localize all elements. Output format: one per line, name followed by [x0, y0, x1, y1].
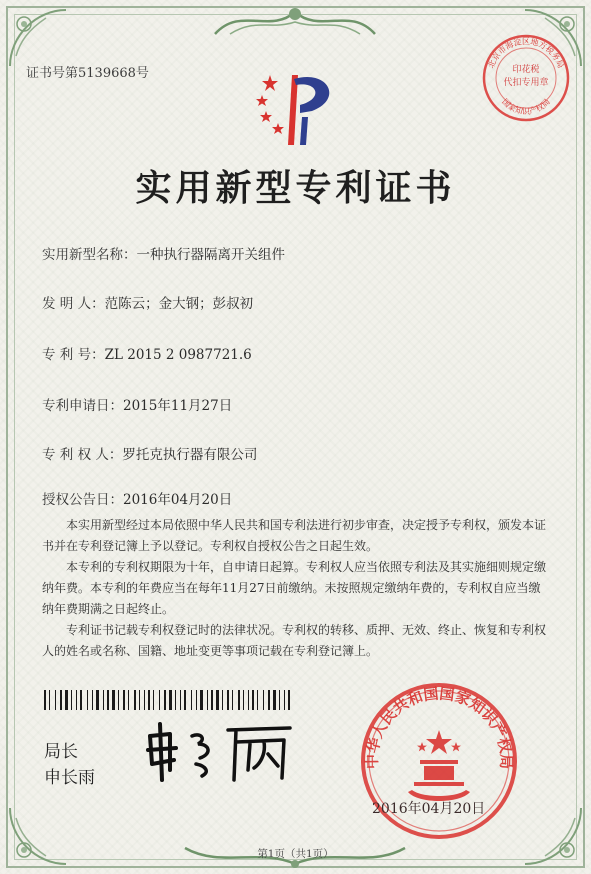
- barcode-bar: [216, 690, 219, 710]
- certificate-number: 证书号第5139668号: [26, 66, 149, 81]
- svg-text:中华人民共和国国家知识产权局: [363, 685, 515, 770]
- tax-stamp-center: [480, 64, 572, 90]
- certificate-title: 实用新型专利证书: [135, 167, 456, 209]
- field-utility-model-name: [42, 243, 285, 263]
- barcode-bar: [65, 690, 68, 710]
- barcode-bar: [184, 690, 186, 710]
- field-patent-number: [42, 343, 252, 363]
- barcode-bar: [180, 690, 181, 710]
- barcode-bar: [222, 690, 223, 710]
- paragraph-term: 本专利的专利权期限为十年，自申请日起算。专利权人应当依照专利法及其实施细则规定缴纳年费。本专利的年费应当在每年11月27日前缴纳。未按照规定缴纳年费的，专利权自应当缴纳年费期满之日起终止。: [42, 560, 547, 616]
- tax-stamp-bottom-text: 国家知识产权局: [500, 97, 552, 116]
- barcode-bar: [92, 690, 93, 710]
- barcode-bar: [128, 690, 129, 710]
- barcode-bar: [284, 690, 285, 710]
- barcode-bar: [268, 690, 270, 710]
- field-label: 发 明 人：: [42, 296, 105, 312]
- field-value: 2016年04月20日: [123, 492, 233, 508]
- barcode-bar: [123, 690, 125, 710]
- barcode-bar: [207, 690, 208, 710]
- barcode-bar: [44, 690, 46, 710]
- director-name: 申长雨: [44, 768, 95, 788]
- barcode-bar: [144, 690, 145, 710]
- barcode-bar: [49, 690, 50, 710]
- field-patentee: [42, 443, 257, 463]
- paragraph-register: 专利证书记载专利权登记时的法律状况。专利权的转移、质押、无效、终止、恢复和专利权人的姓名或名称、国籍、地址变更等事项记载在专利登记簿上。: [42, 623, 547, 658]
- svg-text:国家知识产权局: [500, 97, 552, 116]
- barcode-bar: [175, 690, 176, 710]
- paragraph-grant: 本实用新型经过本局依照中华人民共和国专利法进行初步审查，决定授予专利权，颁发本证书并在专利登记簿上予以登记。专利权自授权公告之日起生效。: [42, 518, 547, 553]
- barcode-bar: [80, 690, 82, 710]
- barcode-bar: [134, 690, 136, 710]
- barcode-bar: [169, 690, 172, 710]
- barcode-bar: [191, 690, 192, 710]
- barcode-bar: [227, 690, 229, 710]
- field-announcement-date: [42, 488, 232, 508]
- tax-stamp-line1: 印花税: [512, 65, 540, 75]
- barcode-bar: [257, 690, 258, 710]
- barcode-bar: [279, 690, 280, 710]
- barcode-bar: [248, 690, 249, 710]
- field-label: 实用新型名称：: [42, 247, 137, 263]
- director-signature: [140, 714, 300, 786]
- barcode-bar: [87, 690, 88, 710]
- seal-date: 2016年04月20日: [372, 801, 486, 817]
- tax-stamp-ring-text: 北京市海淀区地方税务局: [486, 37, 566, 70]
- field-inventor: [42, 292, 253, 312]
- barcode-bar: [153, 690, 154, 710]
- field-value: 范陈云；金大钢；彭叔初: [104, 296, 254, 312]
- barcode-bar: [148, 690, 150, 710]
- seal-ring-text: 中华人民共和国国家知识产权局: [362, 684, 516, 770]
- barcode-bar: [55, 690, 56, 710]
- barcode-bar: [112, 690, 115, 710]
- barcode-bar: [196, 690, 197, 710]
- barcode-bar: [273, 690, 276, 710]
- field-value: ZL 2015 2 0987721.6: [104, 347, 252, 363]
- barcode-bar: [76, 690, 77, 710]
- barcode-bar: [60, 690, 62, 710]
- barcode-bar: [200, 690, 203, 710]
- barcode-bar: [238, 690, 240, 710]
- barcode-bar: [71, 690, 72, 710]
- barcode-bar: [159, 690, 160, 710]
- barcode-bar: [211, 690, 213, 710]
- field-filing-date: [42, 394, 232, 414]
- page-number: 第1页（共1页）: [257, 848, 334, 860]
- tax-stamp-line2: 代扣专用章: [503, 78, 549, 88]
- barcode-bar: [243, 690, 244, 710]
- barcode-bar: [96, 690, 99, 710]
- field-label: 专 利 权 人：: [42, 447, 123, 463]
- barcode-bar: [118, 690, 119, 710]
- corner-ornament-icon: [6, 6, 70, 70]
- barcode-bar: [139, 690, 140, 710]
- field-value: 2015年11月27日: [123, 398, 233, 414]
- field-label: 专利申请日：: [42, 398, 123, 414]
- barcode-bar: [164, 690, 166, 710]
- barcode-bar: [252, 690, 254, 710]
- field-label: 专 利 号：: [42, 347, 105, 363]
- barcode-bar: [263, 690, 264, 710]
- field-value: 一种执行器隔离开关组件: [136, 247, 285, 263]
- top-scroll-ornament-icon: [210, 4, 380, 38]
- barcode-bar: [107, 690, 109, 710]
- field-label: 授权公告日：: [42, 492, 123, 508]
- barcode-bar: [232, 690, 233, 710]
- cnipa-emblem-icon: [248, 65, 346, 147]
- barcode-bar: [288, 690, 290, 710]
- barcode-bar: [103, 690, 104, 710]
- field-value: 罗托克执行器有限公司: [122, 447, 258, 463]
- tax-stamp: [480, 32, 572, 124]
- director-role: 局长: [44, 742, 78, 762]
- barcode: [44, 690, 294, 710]
